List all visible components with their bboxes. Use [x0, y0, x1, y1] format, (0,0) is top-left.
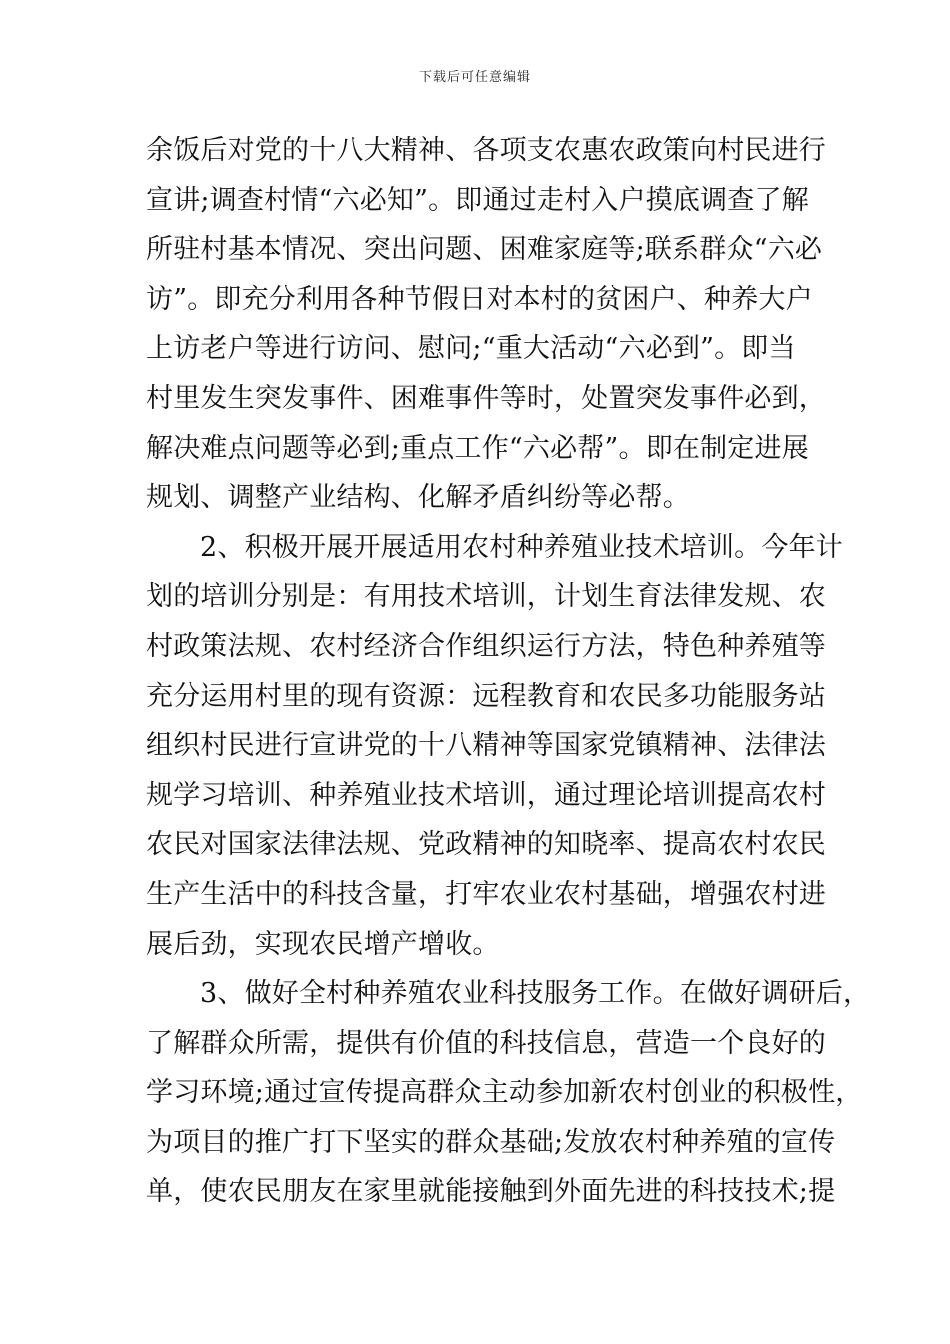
page-header-note: 下载后可任意编辑 — [418, 70, 531, 85]
text-line: 宣讲;调查村情“六必知”。即通过走村入户摸底调查了解 — [146, 184, 809, 216]
text-line: 规学习培训、种养殖业技术培训，通过理论培训提高农村 — [146, 779, 826, 811]
text-line: 上访老户等进行访问、慰问;“重大活动“六必到”。即当 — [146, 333, 796, 365]
paragraph-start-line: 2、积极开展开展适用农村种养殖业技术培训。今年计 — [200, 531, 843, 563]
text-line: 划的培训分别是：有用技术培训，计划生育法律发规、农 — [146, 581, 826, 613]
text-line: 为项目的推广打下坚实的群众基础;发放农村种养殖的宣传 — [146, 1126, 836, 1158]
text-line: 农民对国家法律法规、党政精神的知晓率、提高农村农民 — [146, 829, 826, 861]
text-line: 村政策法规、农村经济合作组织运行方法，特色种养殖等 — [146, 630, 826, 662]
text-line: 组织村民进行宣讲党的十八精神等国家党镇精神、法律法 — [146, 730, 826, 762]
text-line: 所驻村基本情况、突出问题、困难家庭等;联系群众“六必 — [146, 234, 823, 266]
text-line: 村里发生突发事件、困难事件等时，处置突发事件必到， — [146, 382, 826, 414]
text-line: 学习环境;通过宣传提高群众主动参加新农村创业的积极性， — [146, 1077, 863, 1109]
text-line: 解决难点问题等必到;重点工作“六必帮”。即在制定进展 — [146, 432, 809, 464]
text-line: 充分运用村里的现有资源：远程教育和农民多功能服务站 — [146, 680, 826, 712]
text-line: 生产生活中的科技含量，打牢农业农村基础，增强农村进 — [146, 878, 826, 910]
text-line: 了解群众所需，提供有价值的科技信息，营造一个良好的 — [146, 1027, 826, 1059]
paragraph-start-line: 3、做好全村种养殖农业科技服务工作。在做好调研后， — [200, 978, 871, 1010]
text-line: 余饭后对党的十八大精神、各项支农惠农政策向村民进行 — [146, 135, 826, 166]
text-line: 规划、调整产业结构、化解矛盾纠纷等必帮。 — [146, 482, 690, 514]
text-line: 展后劲，实现农民增产增收。 — [146, 928, 500, 960]
document-body — [146, 126, 871, 1217]
text-line: 访”。即充分利用各种节假日对本村的贫困户、种养大户 — [146, 283, 813, 315]
text-line: 单，使农民朋友在家里就能接触到外面先进的科技技术;提 — [146, 1176, 836, 1208]
